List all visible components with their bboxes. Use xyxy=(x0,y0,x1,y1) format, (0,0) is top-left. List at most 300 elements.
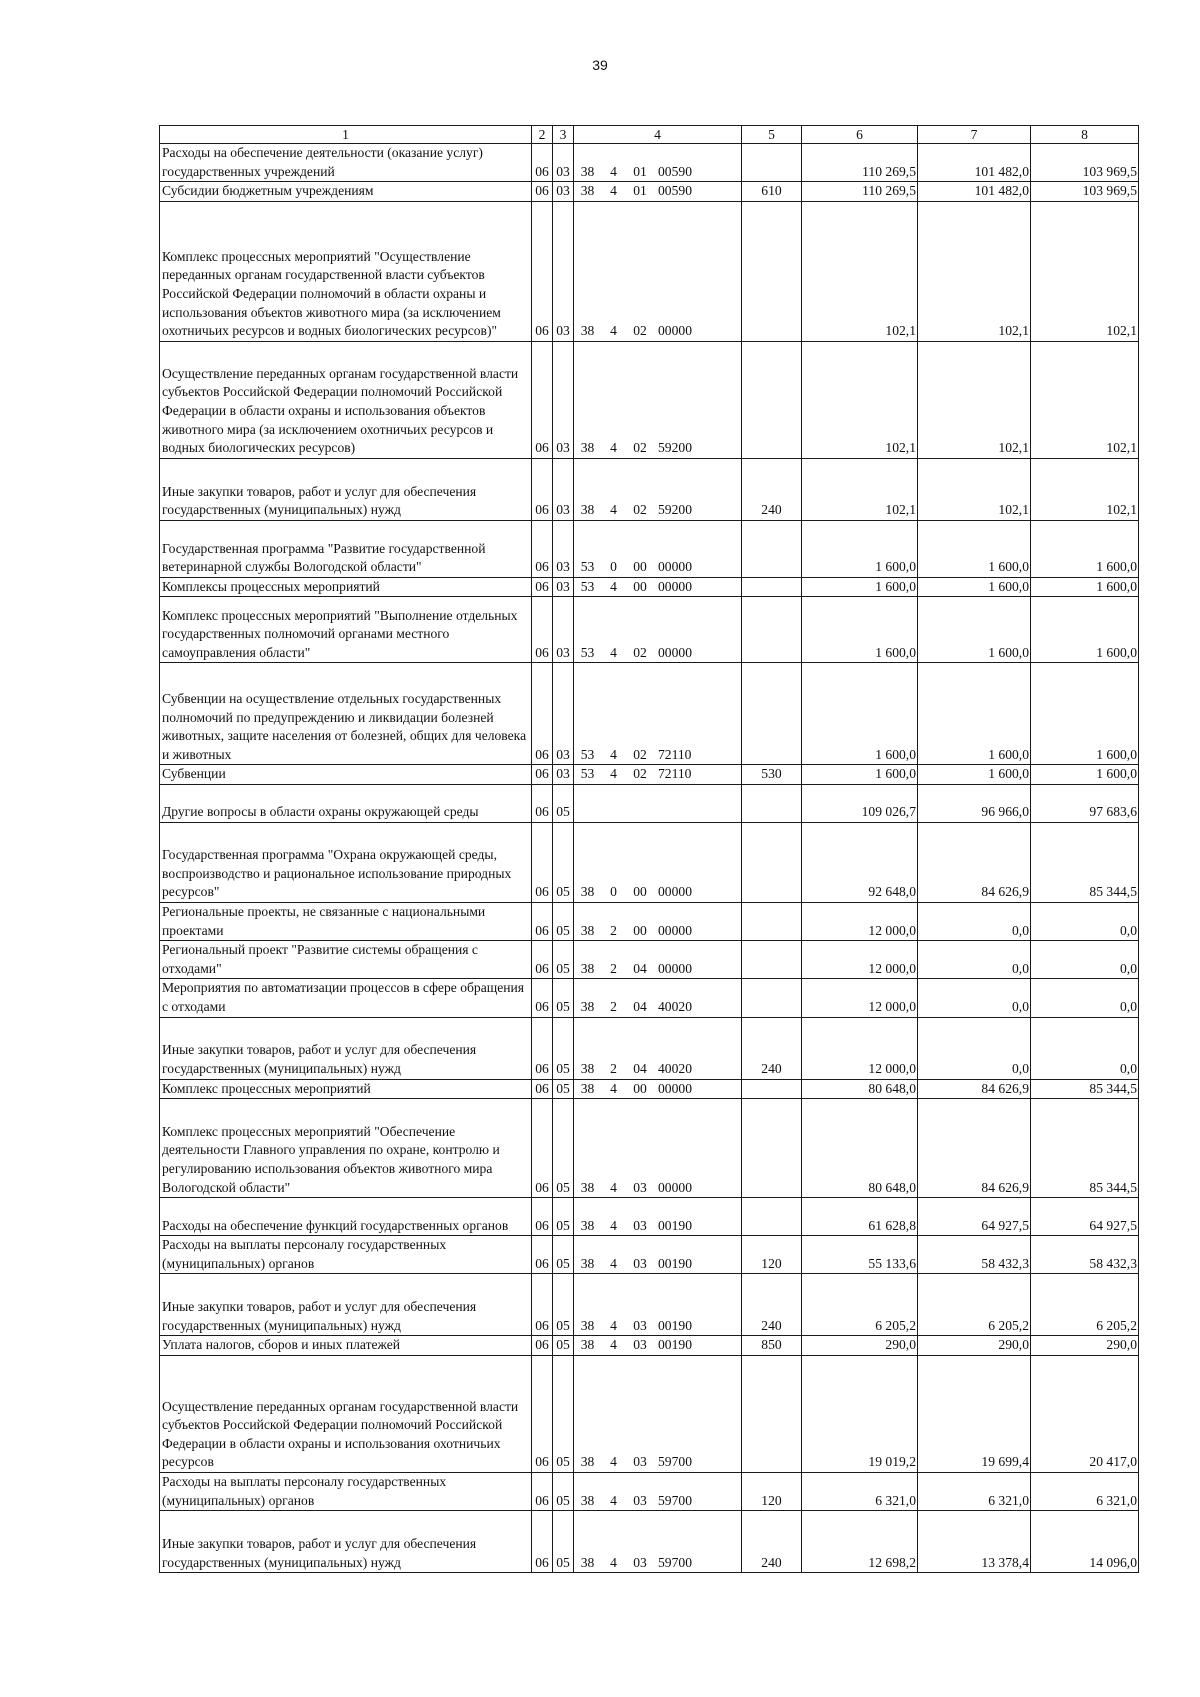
table-row xyxy=(160,1099,1139,1198)
expense-type-code xyxy=(742,520,802,577)
subprogram-code: 4 xyxy=(610,1554,617,1570)
program-code: 38 xyxy=(580,1317,595,1333)
subsection-code: 05 xyxy=(553,1274,574,1336)
amount-year-3: 0,0 xyxy=(1031,1017,1139,1079)
subsection-code: 03 xyxy=(553,663,574,765)
subprogram-code: 4 xyxy=(610,163,617,179)
row-name: Комплексы процессных мероприятий xyxy=(160,577,532,597)
direction-code: 00590 xyxy=(658,163,692,179)
header-col-1: 1 xyxy=(160,126,532,144)
direction-code: 40020 xyxy=(658,998,692,1014)
target-article-parts xyxy=(574,960,741,979)
amount-year-3: 0,0 xyxy=(1031,979,1139,1017)
subsection-code: 03 xyxy=(553,458,574,520)
section-code: 06 xyxy=(532,822,553,902)
expense-type-code xyxy=(742,979,802,1017)
direction-code: 00000 xyxy=(658,323,692,339)
section-code: 06 xyxy=(532,663,553,765)
row-name: Иные закупки товаров, работ и услуг для обеспечения государственных (муниципальных) нужд xyxy=(160,1017,532,1079)
subprogram-code: 4 xyxy=(610,502,617,518)
amount-year-1: 19 019,2 xyxy=(802,1355,918,1472)
section-code: 06 xyxy=(532,182,553,202)
amount-year-2: 102,1 xyxy=(918,201,1031,341)
header-row xyxy=(160,126,1139,144)
amount-year-3: 1 600,0 xyxy=(1031,663,1139,765)
measure-code: 00 xyxy=(633,1080,647,1096)
table-row xyxy=(160,1274,1139,1336)
target-article-code xyxy=(574,341,742,458)
table-row xyxy=(160,1198,1139,1236)
expense-type-code xyxy=(742,784,802,822)
target-article-parts xyxy=(574,163,741,182)
amount-year-3: 97 683,6 xyxy=(1031,784,1139,822)
measure-code: 03 xyxy=(633,1554,647,1570)
direction-code: 00000 xyxy=(658,1080,692,1096)
amount-year-2: 0,0 xyxy=(918,941,1031,979)
amount-year-2: 1 600,0 xyxy=(918,520,1031,577)
row-name: Комплекс процессных мероприятий "Выполнение отдельных государственных полномочий органами местного самоуправления области" xyxy=(160,597,532,663)
direction-code: 00190 xyxy=(658,1255,692,1271)
section-code: 06 xyxy=(532,1355,553,1472)
program-code: 38 xyxy=(580,1454,595,1470)
amount-year-2: 1 600,0 xyxy=(918,597,1031,663)
subsection-code: 03 xyxy=(553,577,574,597)
program-code: 38 xyxy=(580,1492,595,1508)
amount-year-3: 102,1 xyxy=(1031,458,1139,520)
program-code: 38 xyxy=(580,440,595,456)
direction-code: 59200 xyxy=(658,440,692,456)
amount-year-2: 1 600,0 xyxy=(918,577,1031,597)
target-article-parts xyxy=(574,1179,741,1198)
section-code: 06 xyxy=(532,520,553,577)
section-code: 06 xyxy=(532,144,553,182)
measure-code: 03 xyxy=(633,1317,647,1333)
subsection-code: 05 xyxy=(553,1472,574,1510)
expense-type-code: 240 xyxy=(742,1511,802,1573)
target-article-parts xyxy=(574,439,741,458)
program-code: 53 xyxy=(580,578,595,594)
amount-year-3: 14 096,0 xyxy=(1031,1511,1139,1573)
subprogram-code: 4 xyxy=(610,1217,617,1233)
measure-code: 04 xyxy=(633,1060,647,1076)
direction-code: 59700 xyxy=(658,1554,692,1570)
program-code: 38 xyxy=(580,1217,595,1233)
target-article-parts xyxy=(574,1217,741,1236)
subsection-code: 05 xyxy=(553,1017,574,1079)
expense-type-code xyxy=(742,941,802,979)
amount-year-2: 64 927,5 xyxy=(918,1198,1031,1236)
direction-code: 59700 xyxy=(658,1492,692,1508)
amount-year-3: 6 205,2 xyxy=(1031,1274,1139,1336)
expense-type-code xyxy=(742,902,802,940)
table-row xyxy=(160,941,1139,979)
header-col-3: 3 xyxy=(553,126,574,144)
row-name: Расходы на выплаты персоналу государственных (муниципальных) органов xyxy=(160,1472,532,1510)
table-row xyxy=(160,341,1139,458)
program-code: 53 xyxy=(580,766,595,782)
amount-year-3: 85 344,5 xyxy=(1031,822,1139,902)
target-article-code xyxy=(574,784,742,822)
header-col-4: 4 xyxy=(574,126,742,144)
amount-year-1: 55 133,6 xyxy=(802,1236,918,1274)
amount-year-3: 58 432,3 xyxy=(1031,1236,1139,1274)
target-article-code xyxy=(574,1099,742,1198)
program-code: 38 xyxy=(580,960,595,976)
section-code: 06 xyxy=(532,1099,553,1198)
measure-code: 00 xyxy=(633,922,647,938)
row-name: Комплекс процессных мероприятий xyxy=(160,1079,532,1099)
program-code: 38 xyxy=(580,1080,595,1096)
target-article-parts xyxy=(574,558,741,577)
table-row xyxy=(160,1336,1139,1356)
amount-year-2: 84 626,9 xyxy=(918,1099,1031,1198)
subsection-code: 03 xyxy=(553,765,574,785)
table-row xyxy=(160,1017,1139,1079)
subsection-code: 05 xyxy=(553,1511,574,1573)
expense-type-code xyxy=(742,1355,802,1472)
amount-year-1: 12 000,0 xyxy=(802,941,918,979)
target-article-code xyxy=(574,597,742,663)
program-code xyxy=(574,803,601,822)
row-name: Расходы на обеспечение функций государственных органов xyxy=(160,1198,532,1236)
subsection-code: 05 xyxy=(553,1099,574,1198)
target-article-parts xyxy=(574,883,741,902)
section-code: 06 xyxy=(532,1472,553,1510)
row-name: Государственная программа "Охрана окружающей среды, воспроизводство и рациональное использование природных ресурсов" xyxy=(160,822,532,902)
amount-year-3: 102,1 xyxy=(1031,201,1139,341)
amount-year-2: 102,1 xyxy=(918,341,1031,458)
row-name: Государственная программа "Развитие государственной ветеринарной службы Вологодской области" xyxy=(160,520,532,577)
subsection-code: 05 xyxy=(553,1236,574,1274)
amount-year-3: 85 344,5 xyxy=(1031,1099,1139,1198)
amount-year-2: 84 626,9 xyxy=(918,822,1031,902)
measure-code: 02 xyxy=(633,502,647,518)
row-name: Региональные проекты, не связанные с национальными проектами xyxy=(160,902,532,940)
measure-code: 00 xyxy=(633,578,647,594)
target-article-code xyxy=(574,941,742,979)
expense-type-code: 610 xyxy=(742,182,802,202)
target-article-code xyxy=(574,1236,742,1274)
amount-year-3: 0,0 xyxy=(1031,902,1139,940)
measure-code: 02 xyxy=(633,440,647,456)
expense-type-code: 240 xyxy=(742,458,802,520)
measure-code: 02 xyxy=(633,323,647,339)
amount-year-1: 12 000,0 xyxy=(802,902,918,940)
target-article-parts xyxy=(574,644,741,663)
budget-table xyxy=(159,125,1139,1573)
amount-year-2: 101 482,0 xyxy=(918,182,1031,202)
row-name: Расходы на выплаты персоналу государственных (муниципальных) органов xyxy=(160,1236,532,1274)
amount-year-1: 80 648,0 xyxy=(802,1099,918,1198)
subprogram-code: 4 xyxy=(610,746,617,762)
subprogram-code: 4 xyxy=(610,1255,617,1271)
header-col-2: 2 xyxy=(532,126,553,144)
section-code: 06 xyxy=(532,941,553,979)
amount-year-2: 84 626,9 xyxy=(918,1079,1031,1099)
target-article-code xyxy=(574,822,742,902)
target-article-code xyxy=(574,577,742,597)
expense-type-code xyxy=(742,1079,802,1099)
target-article-parts xyxy=(574,746,741,765)
amount-year-2: 101 482,0 xyxy=(918,144,1031,182)
subprogram-code: 2 xyxy=(610,998,617,1014)
header-col-6: 6 xyxy=(802,126,918,144)
table-row xyxy=(160,1236,1139,1274)
amount-year-3: 102,1 xyxy=(1031,341,1139,458)
subsection-code: 03 xyxy=(553,341,574,458)
direction-code: 00000 xyxy=(658,960,692,976)
measure-code: 00 xyxy=(633,559,647,575)
target-article-code xyxy=(574,1274,742,1336)
subsection-code: 03 xyxy=(553,520,574,577)
table-row xyxy=(160,1355,1139,1472)
expense-type-code: 850 xyxy=(742,1336,802,1356)
table-row xyxy=(160,663,1139,765)
subprogram-code: 4 xyxy=(610,766,617,782)
expense-type-code xyxy=(742,663,802,765)
section-code: 06 xyxy=(532,1336,553,1356)
section-code: 06 xyxy=(532,201,553,341)
measure-code: 02 xyxy=(633,766,647,782)
expense-type-code xyxy=(742,201,802,341)
direction-code: 40020 xyxy=(658,1060,692,1076)
target-article-code xyxy=(574,1017,742,1079)
amount-year-1: 109 026,7 xyxy=(802,784,918,822)
table-row xyxy=(160,144,1139,182)
target-article-code xyxy=(574,182,742,202)
section-code: 06 xyxy=(532,765,553,785)
section-code: 06 xyxy=(532,1511,553,1573)
direction-code: 00000 xyxy=(658,922,692,938)
target-article-code xyxy=(574,1511,742,1573)
target-article-parts xyxy=(574,1492,741,1511)
subprogram-code: 4 xyxy=(610,1080,617,1096)
measure-code xyxy=(626,803,654,822)
section-code: 06 xyxy=(532,341,553,458)
program-code: 38 xyxy=(580,1554,595,1570)
expense-type-code xyxy=(742,1099,802,1198)
target-article-parts xyxy=(574,1554,741,1573)
expense-type-code: 240 xyxy=(742,1274,802,1336)
amount-year-3: 6 321,0 xyxy=(1031,1472,1139,1510)
amount-year-3: 1 600,0 xyxy=(1031,520,1139,577)
direction-code: 59700 xyxy=(658,1454,692,1470)
amount-year-2: 0,0 xyxy=(918,902,1031,940)
measure-code: 04 xyxy=(633,998,647,1014)
table-row xyxy=(160,784,1139,822)
direction-code: 00190 xyxy=(658,1317,692,1333)
program-code: 38 xyxy=(580,1060,595,1076)
table-row xyxy=(160,201,1139,341)
program-code: 53 xyxy=(580,746,595,762)
amount-year-1: 1 600,0 xyxy=(802,765,918,785)
direction-code: 00590 xyxy=(658,183,692,199)
subsection-code: 05 xyxy=(553,1355,574,1472)
table-row xyxy=(160,822,1139,902)
amount-year-3: 0,0 xyxy=(1031,941,1139,979)
amount-year-2: 96 966,0 xyxy=(918,784,1031,822)
subsection-code: 03 xyxy=(553,182,574,202)
subsection-code: 05 xyxy=(553,941,574,979)
amount-year-1: 1 600,0 xyxy=(802,577,918,597)
subprogram-code: 4 xyxy=(610,1179,617,1195)
target-article-parts xyxy=(574,501,741,520)
measure-code: 02 xyxy=(633,746,647,762)
measure-code: 03 xyxy=(633,1492,647,1508)
row-name: Иные закупки товаров, работ и услуг для обеспечения государственных (муниципальных) нужд xyxy=(160,1274,532,1336)
section-code: 06 xyxy=(532,1236,553,1274)
program-code: 38 xyxy=(580,502,595,518)
target-article-parts xyxy=(574,578,741,597)
expense-type-code xyxy=(742,144,802,182)
section-code: 06 xyxy=(532,1198,553,1236)
direction-code: 00000 xyxy=(658,578,692,594)
program-code: 38 xyxy=(580,1337,595,1353)
measure-code: 03 xyxy=(633,1255,647,1271)
page-number: 39 xyxy=(592,57,608,73)
subsection-code: 05 xyxy=(553,822,574,902)
target-article-code xyxy=(574,1472,742,1510)
row-name: Субвенции xyxy=(160,765,532,785)
row-name: Осуществление переданных органам государственной власти субъектов Российской Федерации полномочий Российской Федерации в области охраны и использования охотничьих ресурсов xyxy=(160,1355,532,1472)
program-code: 38 xyxy=(580,1179,595,1195)
amount-year-2: 1 600,0 xyxy=(918,663,1031,765)
table-row xyxy=(160,1511,1139,1573)
subprogram-code: 4 xyxy=(610,1454,617,1470)
row-name: Иные закупки товаров, работ и услуг для обеспечения государственных (муниципальных) нужд xyxy=(160,458,532,520)
section-code: 06 xyxy=(532,577,553,597)
header-col-5: 5 xyxy=(742,126,802,144)
measure-code: 01 xyxy=(633,183,647,199)
amount-year-2: 58 432,3 xyxy=(918,1236,1031,1274)
section-code: 06 xyxy=(532,979,553,1017)
table-row xyxy=(160,597,1139,663)
section-code: 06 xyxy=(532,597,553,663)
direction-code: 00190 xyxy=(658,1217,692,1233)
section-code: 06 xyxy=(532,784,553,822)
amount-year-3: 85 344,5 xyxy=(1031,1079,1139,1099)
amount-year-1: 92 648,0 xyxy=(802,822,918,902)
subprogram-code: 0 xyxy=(610,884,617,900)
subsection-code: 05 xyxy=(553,902,574,940)
expense-type-code: 530 xyxy=(742,765,802,785)
amount-year-3: 103 969,5 xyxy=(1031,144,1139,182)
target-article-code xyxy=(574,765,742,785)
amount-year-2: 6 205,2 xyxy=(918,1274,1031,1336)
measure-code: 02 xyxy=(633,644,647,660)
direction-code: 00000 xyxy=(658,1179,692,1195)
row-name: Другие вопросы в области охраны окружающей среды xyxy=(160,784,532,822)
direction-code: 00000 xyxy=(658,884,692,900)
amount-year-3: 290,0 xyxy=(1031,1336,1139,1356)
subprogram-code: 2 xyxy=(610,922,617,938)
expense-type-code xyxy=(742,597,802,663)
expense-type-code: 120 xyxy=(742,1472,802,1510)
expense-type-code xyxy=(742,1198,802,1236)
amount-year-2: 6 321,0 xyxy=(918,1472,1031,1510)
measure-code: 03 xyxy=(633,1454,647,1470)
amount-year-1: 102,1 xyxy=(802,341,918,458)
subsection-code: 05 xyxy=(553,784,574,822)
table-row xyxy=(160,979,1139,1017)
amount-year-2: 13 378,4 xyxy=(918,1511,1031,1573)
target-article-code xyxy=(574,144,742,182)
subprogram-code: 4 xyxy=(610,440,617,456)
table-body xyxy=(160,144,1139,1573)
subprogram-code: 2 xyxy=(610,1060,617,1076)
table-row xyxy=(160,520,1139,577)
target-article-code xyxy=(574,1355,742,1472)
section-code: 06 xyxy=(532,1274,553,1336)
measure-code: 03 xyxy=(633,1337,647,1353)
program-code: 53 xyxy=(580,644,595,660)
direction-code: 00000 xyxy=(658,644,692,660)
row-name: Осуществление переданных органам государственной власти субъектов Российской Федерации полномочий Российской Федерации в области охраны и использования объектов животного мира (за исключением охотничьих ресурсов и водных биологических ресурсов) xyxy=(160,341,532,458)
subsection-code: 05 xyxy=(553,1079,574,1099)
subprogram-code: 4 xyxy=(610,1337,617,1353)
expense-type-code xyxy=(742,341,802,458)
section-code: 06 xyxy=(532,1079,553,1099)
section-code: 06 xyxy=(532,1017,553,1079)
amount-year-3: 1 600,0 xyxy=(1031,765,1139,785)
row-name: Комплекс процессных мероприятий "Осуществление переданных органам государственной власти субъектов Российской Федерации полномочий в области охраны и использования объектов животного мира (за исключением охотничьих ресурсов и водных биологических ресурсов)" xyxy=(160,201,532,341)
direction-code xyxy=(654,803,678,822)
direction-code: 72110 xyxy=(658,746,692,762)
program-code: 53 xyxy=(580,559,595,575)
measure-code: 03 xyxy=(633,1217,647,1233)
table-row xyxy=(160,458,1139,520)
row-name: Мероприятия по автоматизации процессов в сфере обращения с отходами xyxy=(160,979,532,1017)
target-article-code xyxy=(574,520,742,577)
target-article-parts xyxy=(574,1255,741,1274)
program-code: 38 xyxy=(580,884,595,900)
subprogram-code: 4 xyxy=(610,644,617,660)
row-name: Расходы на обеспечение деятельности (оказание услуг) государственных учреждений xyxy=(160,144,532,182)
program-code: 38 xyxy=(580,163,595,179)
expense-type-code xyxy=(742,822,802,902)
row-name: Уплата налогов, сборов и иных платежей xyxy=(160,1336,532,1356)
amount-year-3: 1 600,0 xyxy=(1031,597,1139,663)
measure-code: 01 xyxy=(633,163,647,179)
row-name: Комплекс процессных мероприятий "Обеспечение деятельности Главного управления по охране, контролю и регулированию использования объектов животного мира Вологодской области" xyxy=(160,1099,532,1198)
header-col-7: 7 xyxy=(918,126,1031,144)
amount-year-3: 20 417,0 xyxy=(1031,1355,1139,1472)
target-article-code xyxy=(574,1336,742,1356)
subprogram-code: 4 xyxy=(610,183,617,199)
header-col-8: 8 xyxy=(1031,126,1139,144)
amount-year-1: 290,0 xyxy=(802,1336,918,1356)
direction-code: 00000 xyxy=(658,559,692,575)
target-article-parts xyxy=(574,1080,741,1099)
target-article-code xyxy=(574,979,742,1017)
amount-year-1: 6 205,2 xyxy=(802,1274,918,1336)
amount-year-1: 12 000,0 xyxy=(802,1017,918,1079)
program-code: 38 xyxy=(580,183,595,199)
row-name: Региональный проект "Развитие системы обращения с отходами" xyxy=(160,941,532,979)
target-article-code xyxy=(574,458,742,520)
table-row xyxy=(160,1472,1139,1510)
expense-type-code xyxy=(742,577,802,597)
target-article-code xyxy=(574,902,742,940)
amount-year-2: 1 600,0 xyxy=(918,765,1031,785)
target-article-code xyxy=(574,663,742,765)
amount-year-1: 61 628,8 xyxy=(802,1198,918,1236)
direction-code: 00190 xyxy=(658,1337,692,1353)
program-code: 38 xyxy=(580,323,595,339)
amount-year-1: 102,1 xyxy=(802,201,918,341)
direction-code: 59200 xyxy=(658,502,692,518)
target-article-parts xyxy=(574,765,741,784)
